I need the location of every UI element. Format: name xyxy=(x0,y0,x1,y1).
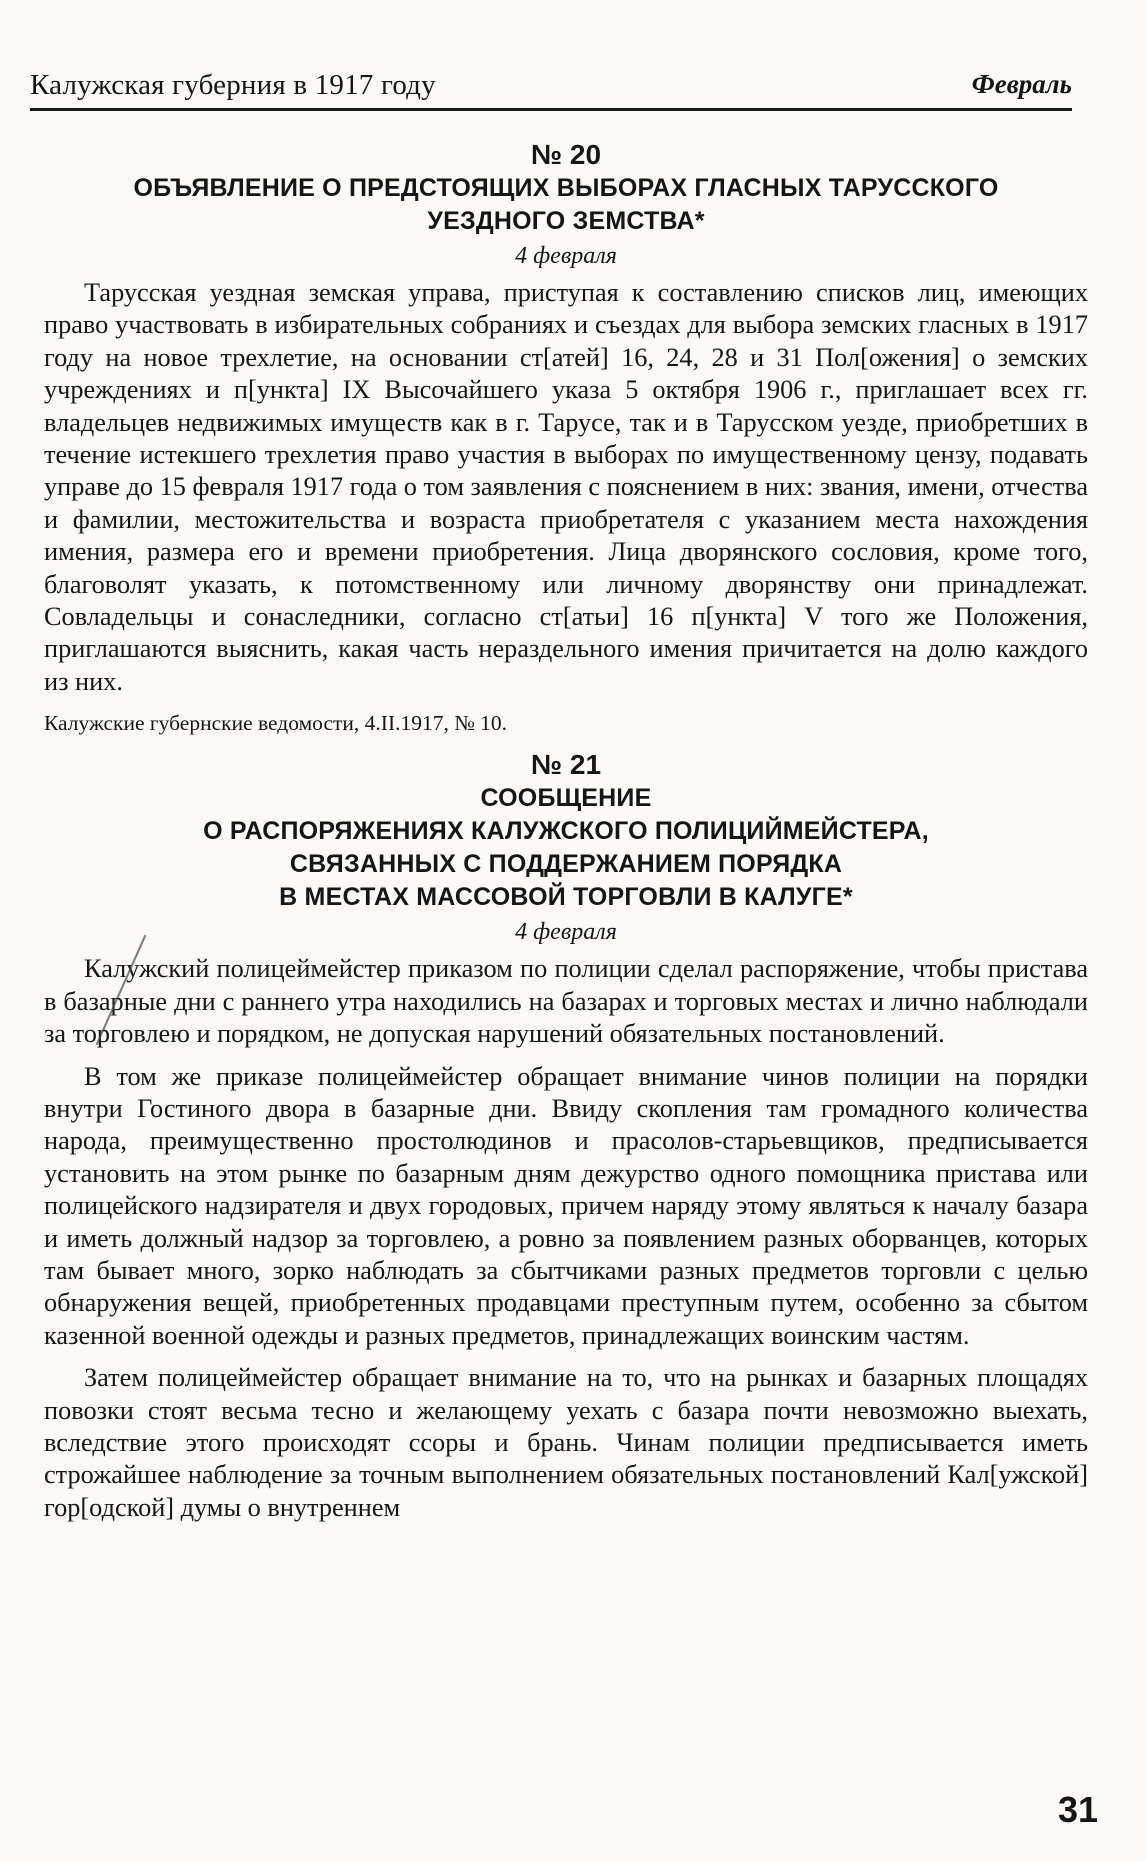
title-line: СВЯЗАННЫХ С ПОДДЕРЖАНИЕМ ПОРЯДКА xyxy=(289,850,843,879)
document-number: № 20 xyxy=(530,139,602,170)
paragraph: В том же приказе полицеймейстер обращает внимание чинов полиции на порядки внутри Гостиного двора в базарные дни. Ввиду скопления там громадного количества народа, преимущественно простолюдинов и прасолов-старьевщиков, предписывается установить на этом рынке по базарным дням дежурство одного помощника пристава или полицейского надзирателя и двух городовых, причем наряду этому являться к началу базара и иметь должный надзор за торговлею, а ровно за появлением разных оборванцев, которых там бывает много, зорко наблюдать за сбытчиками разных предметов торговли с целью обнаружения вещей, приобретенных продавцами преступным путем, особенно за сбытом казенной военной одежды и разных предметов, принадлежащих воинским частям. xyxy=(44,1061,1088,1350)
document-source: Калужские губернские ведомости, 4.II.1917, № 10. xyxy=(44,711,507,736)
document-date: 4 февраля xyxy=(515,243,617,269)
document-title xyxy=(44,782,1088,914)
document-21 xyxy=(44,748,1088,1524)
paragraph: Тарусская уездная земская управа, приступая к составлению списков лиц, имеющих право участвовать в избирательных собраниях и съездах для выбора земских гласных в 1917 году на новое трехлетие, на основании ст[атей] 16, 24, 28 и 31 Пол[ожения] о земских учреждениях и п[ункта] IX Высочайшего указа 5 октября 1906 г., приглашает всех гг. владельцев недвижимых имуществ как в г. Тарусе, так и в Тарусском уезде, приобретших в течение истекшего трехлетия право участия в выборах по имущественному цензу, подавать управе до 15 февраля 1917 года о том заявления с пояснением в них: звания, имени, отчества и фамилии, местожительства и возраста приобретателя с указанием места нахождения имения, размера его и времени приобретения. Лица дворянского сословия, кроме того, благоволят указать, к потомственному или личному дворянству они принадлежат. Совладельцы и сонаследники, согласно ст[атьи] 16 п[ункта] V того же Положения, приглашаются выяснить, какая часть нераздельного имения причитается на долю каждого из них. xyxy=(44,278,1089,696)
title-line: В МЕСТАХ МАССОВОЙ ТОРГОВЛИ В КАЛУГЕ* xyxy=(279,883,853,912)
document-20 xyxy=(44,138,1088,738)
document-title xyxy=(44,172,1088,238)
title-line: УЕЗДНОГО ЗЕМСТВА* xyxy=(427,207,705,235)
page-content xyxy=(44,138,1088,1524)
title-line: ОБЪЯВЛЕНИЕ О ПРЕДСТОЯЩИХ ВЫБОРАХ ГЛАСНЫХ ТАРУССКОГО xyxy=(133,174,999,202)
running-head xyxy=(30,62,1072,111)
title-line: СООБЩЕНИЕ xyxy=(480,784,652,813)
document-date: 4 февраля xyxy=(515,919,617,946)
document-number: № 21 xyxy=(530,749,602,781)
title-line: О РАСПОРЯЖЕНИЯХ КАЛУЖСКОГО ПОЛИЦИЙМЕЙСТЕРА, xyxy=(203,817,929,846)
running-head-month: Февраль xyxy=(971,69,1072,99)
running-head-title: Калужская губерния в 1917 году xyxy=(30,69,436,101)
paragraph: Калужский полицеймейстер приказом по полиции сделал распоряжение, чтобы пристава в базарные дни с раннего утра находились на базарах и торговых местах и лично наблюдали за торговлею и порядком, не допуская нарушений обязательных постановлений. xyxy=(44,954,1088,1049)
paragraph: Затем полицеймейстер обращает внимание на то, что на рынках и базарных площадях повозки стоят весьма тесно и желающему уехать с базара почти невозможно выехать, вследствие этого происходят ссоры и брань. Чинам полиции предписывается иметь строжайшее наблюдение за точным выполнением обязательных постановлений Кал[ужской] гор[одской] думы о внутреннем xyxy=(44,1363,1088,1522)
page-number: 31 xyxy=(1057,1789,1098,1830)
